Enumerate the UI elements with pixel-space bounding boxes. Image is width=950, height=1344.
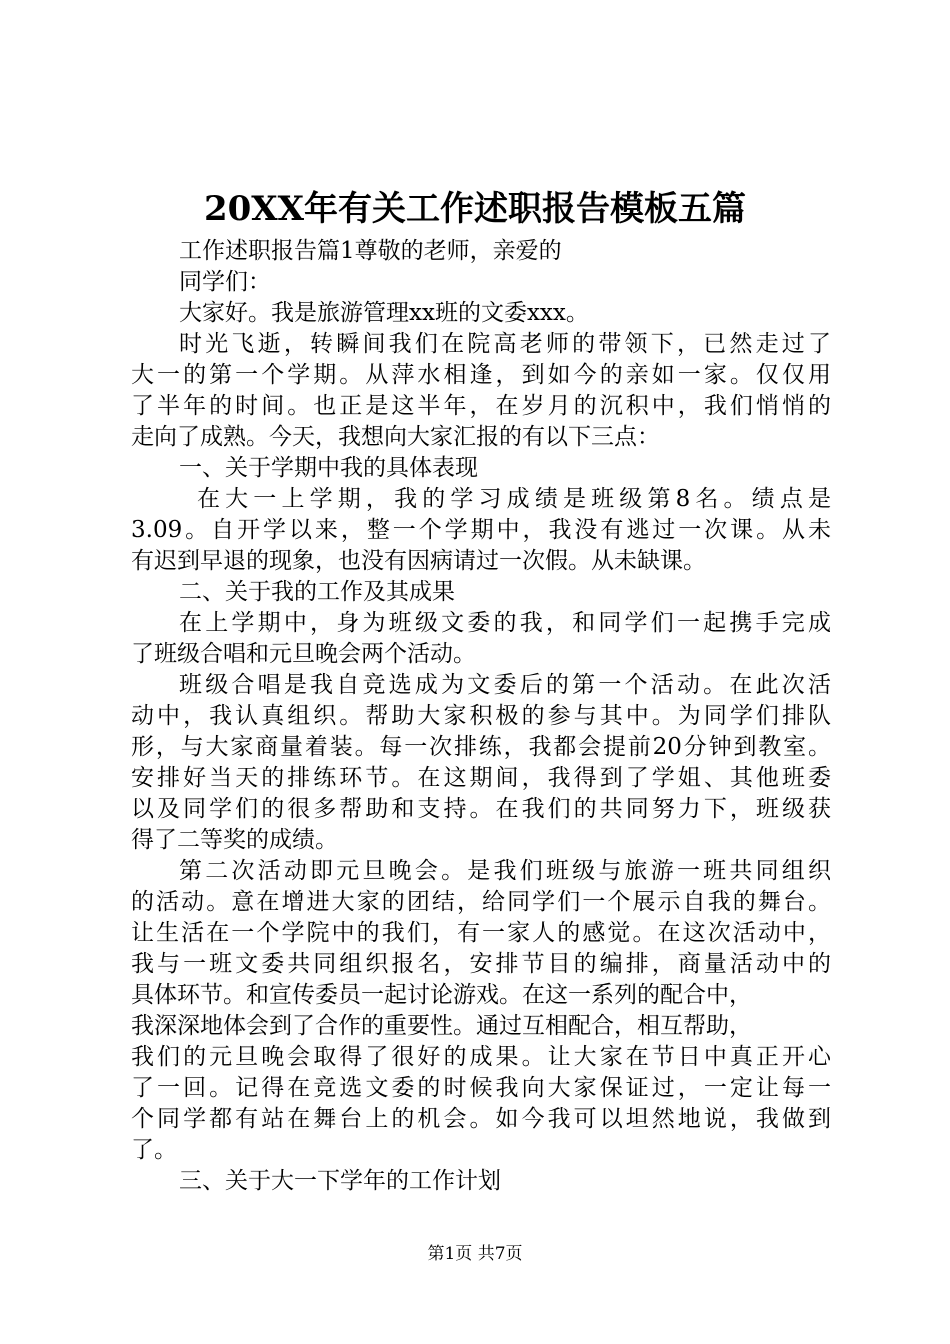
text-line: 大一的第一个学期。从萍水相逢，到如今的亲如一家。仅仅用 bbox=[131, 362, 831, 388]
text-line: 我深深地体会到了合作的重要性。通过互相配合，相互帮助， bbox=[131, 1013, 752, 1039]
section-heading: 二、关于我的工作及其成果 bbox=[179, 579, 455, 605]
text-line: 动中，我认真组织。帮助大家积极的参与其中。为同学们排队 bbox=[131, 703, 831, 729]
text-line: 让生活在一个学院中的我们，有一家人的感觉。在这次活动中， bbox=[131, 920, 831, 946]
text-line: 我与一班文委共同组织报名，安排节目的编排，商量活动中的 bbox=[131, 951, 831, 977]
text-line: 同学们： bbox=[179, 269, 271, 295]
text-line: 了半年的时间。也正是这半年，在岁月的沉积中，我们悄悄的 bbox=[131, 393, 831, 419]
text-line: 3.09。自开学以来，整一个学期中，我没有逃过一次课。从未 bbox=[131, 517, 831, 543]
section-heading: 一、关于学期中我的具体表现 bbox=[179, 455, 478, 481]
text-line: 安排好当天的排练环节。在这期间，我得到了学姐、其他班委 bbox=[131, 765, 831, 791]
text-line: 在上学期中，身为班级文委的我，和同学们一起携手完成 bbox=[179, 610, 831, 636]
text-line: 第二次活动即元旦晚会。是我们班级与旅游一班共同组织 bbox=[179, 858, 831, 884]
section-heading: 三、关于大一下学年的工作计划 bbox=[179, 1168, 501, 1194]
document-title: 20XX年有关工作述职报告模板五篇 bbox=[203, 189, 747, 229]
text-line: 在大一上学期，我的学习成绩是班级第8名。绩点是 bbox=[197, 486, 831, 512]
text-line: 具体环节。和宣传委员一起讨论游戏。在这一系列的配合中， bbox=[131, 982, 752, 1008]
text-line: 时光飞逝，转瞬间我们在院高老师的带领下，已然走过了 bbox=[179, 331, 831, 357]
text-line: 我们的元旦晚会取得了很好的成果。让大家在节日中真正开心 bbox=[131, 1044, 831, 1070]
text-line: 形，与大家商量着装。每一次排练，我都会提前20分钟到教室。 bbox=[131, 734, 831, 760]
text-line: 的活动。意在增进大家的团结，给同学们一个展示自我的舞台。 bbox=[131, 889, 831, 915]
text-line: 了一回。记得在竞选文委的时候我向大家保证过，一定让每一 bbox=[131, 1075, 831, 1101]
text-line: 以及同学们的很多帮助和支持。在我们的共同努力下，班级获 bbox=[131, 796, 831, 822]
text-line: 班级合唱是我自竞选成为文委后的第一个活动。在此次活 bbox=[179, 672, 831, 698]
document-body bbox=[131, 236, 831, 1197]
text-line: 大家好。我是旅游管理xx班的文委xxx。 bbox=[179, 300, 589, 326]
text-line: 了班级合唱和元旦晚会两个活动。 bbox=[131, 641, 476, 667]
text-line: 走向了成熟。今天，我想向大家汇报的有以下三点： bbox=[131, 424, 660, 450]
text-line: 了。 bbox=[131, 1137, 177, 1163]
page-number: 第1页 共7页 bbox=[427, 1244, 523, 1264]
text-line: 有迟到早退的现象，也没有因病请过一次假。从未缺课。 bbox=[131, 548, 706, 574]
text-line: 工作述职报告篇1尊敬的老师，亲爱的 bbox=[179, 238, 562, 264]
text-line: 得了二等奖的成绩。 bbox=[131, 827, 338, 853]
text-line: 个同学都有站在舞台上的机会。如今我可以坦然地说，我做到 bbox=[131, 1106, 831, 1132]
